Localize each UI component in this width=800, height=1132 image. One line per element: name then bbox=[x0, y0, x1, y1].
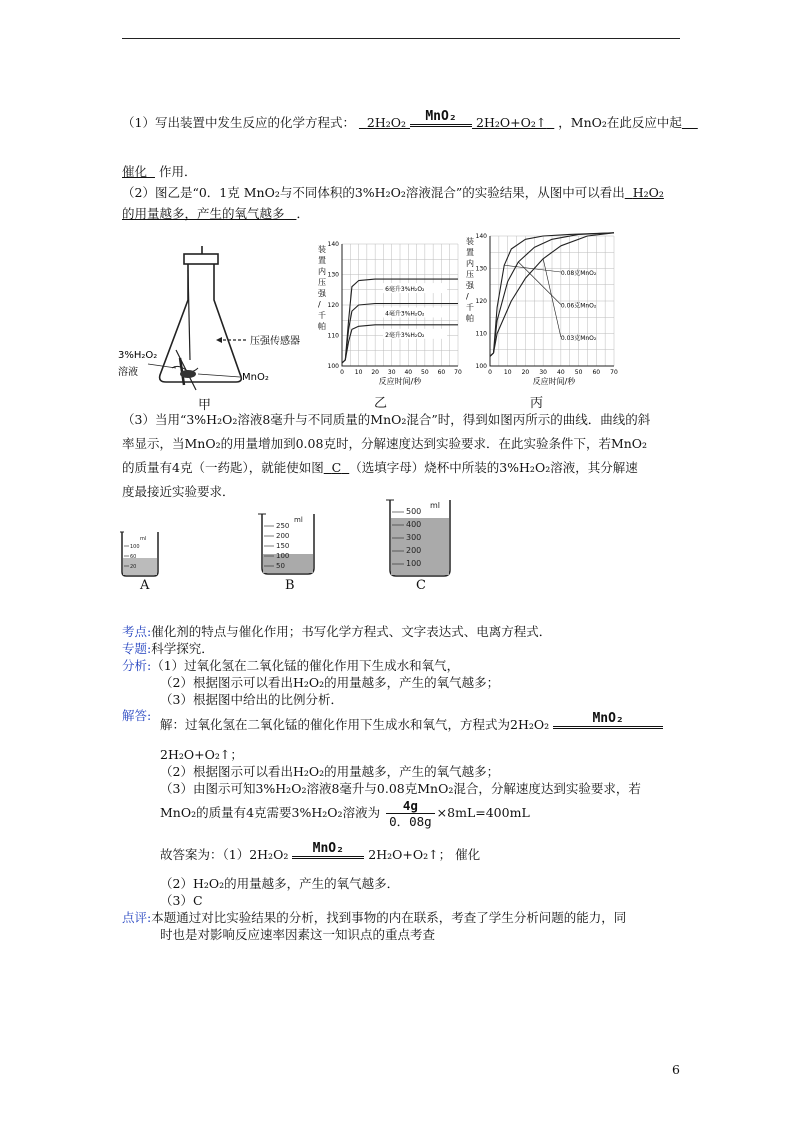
jieda-label: 解答: bbox=[122, 708, 152, 723]
q3-answer: C bbox=[331, 460, 342, 475]
chart-bing-xtick-label: 0 bbox=[488, 369, 492, 376]
label-mno2: MnO₂ bbox=[242, 372, 269, 383]
label-sensor: 压强传感器 bbox=[250, 336, 300, 347]
chart-yi-xtick-label: 50 bbox=[421, 369, 429, 376]
final-text-a: 故答案为：（1）2H₂O₂ bbox=[160, 847, 289, 862]
chart-bing-xtick-label: 50 bbox=[574, 369, 583, 376]
beaker-c bbox=[386, 500, 450, 576]
q3-line3 bbox=[122, 460, 638, 476]
chart-bing-xtick-label: 40 bbox=[557, 369, 565, 376]
chart-bing-ylabel: 装置内压强/千帕 bbox=[466, 237, 474, 323]
jieda-text-1: 解：过氧化氢在二氧化锰的催化作用下生成水和氧气，方程式为2H₂O₂ bbox=[160, 717, 550, 732]
q1-suffix: 作用． bbox=[158, 164, 197, 179]
q1-line bbox=[122, 110, 698, 131]
chart-yi-ylabel: 装置内压强/千帕 bbox=[318, 245, 326, 331]
chart-yi-xtick-label: 40 bbox=[404, 369, 413, 376]
chart-bing-ytick-label: 110 bbox=[475, 330, 487, 338]
chart-bing-xlabel: 反应时间/秒 bbox=[532, 377, 576, 386]
q2-answer-part2: 的用量越多，产生的氧气越多 bbox=[122, 206, 285, 221]
chart-yi-xtick-label: 60 bbox=[437, 369, 446, 376]
chart-yi-xtick-label: 30 bbox=[387, 369, 396, 376]
fenxi-2: （2）根据图示可以看出H₂O₂的用量越多，产生的氧气越多； bbox=[160, 675, 500, 690]
chart-bing-xtick-label: 20 bbox=[521, 369, 530, 376]
kaodian-text: 催化剂的特点与催化作用；书写化学方程式、文字表达式、电离方程式． bbox=[151, 624, 552, 639]
dianping-text-1: 本题通过对比实验结果的分析，找到事物的内在联系，考查了学生分析问题的能力，同 bbox=[151, 910, 627, 925]
zhuanti-text: 科学探究． bbox=[151, 641, 214, 656]
final-line1 bbox=[160, 842, 480, 863]
q1-answer-line bbox=[122, 164, 196, 180]
chart-bing-series-label-2: 0.06克MnO₂ bbox=[560, 302, 597, 310]
q2-line1 bbox=[122, 185, 664, 201]
fenxi-3: （3）根据图中给出的比例分析． bbox=[160, 692, 343, 707]
caption-jia: 甲 bbox=[198, 398, 212, 413]
q1-rhs: 2H₂O+O₂↑ bbox=[476, 115, 547, 130]
q2-answer-part1: H₂O₂ bbox=[632, 185, 664, 200]
zhuanti-label: 专题: bbox=[122, 641, 152, 656]
caption-bing: 丙 bbox=[530, 396, 544, 411]
jieda-line2: （2）根据图示可以看出H₂O₂的用量越多，产生的氧气越多； bbox=[160, 764, 500, 779]
chart-yi-ytick-label: 130 bbox=[327, 271, 339, 279]
chart-yi-ytick-label: 120 bbox=[327, 302, 339, 309]
beaker-a-unit: ml bbox=[140, 536, 147, 542]
dianping-label: 点评: bbox=[122, 910, 152, 925]
dianping-line2: 时也是对影响反应速率因素这一知识点的重点考查 bbox=[160, 927, 436, 942]
chart-bing-ytick-label: 130 bbox=[475, 265, 487, 273]
q1-catalyst: MnO₂ bbox=[425, 109, 457, 124]
beaker-b-mark-150: 150 bbox=[276, 542, 290, 550]
q3-line2: 率显示，当MnO₂的用量增加到0.08克时，分解速度达到实验要求．在此实验条件下，若MnO₂ bbox=[122, 436, 648, 451]
chart-bing-xtick-label: 70 bbox=[610, 369, 618, 376]
page-number: 6 bbox=[672, 1062, 680, 1077]
beaker-c-label: C bbox=[416, 578, 426, 593]
q1-eq-arrow bbox=[410, 110, 472, 131]
chart-yi-xtick-label: 70 bbox=[454, 369, 462, 376]
beaker-a-mark-20: 20 bbox=[130, 564, 137, 570]
chart-yi-series-label-1: 6毫升3%H₂O₂ bbox=[385, 286, 425, 294]
beaker-b-mark-250: 250 bbox=[276, 522, 290, 530]
q1-prefix: （1）写出装置中发生反应的化学方程式： bbox=[122, 115, 355, 130]
chart-yi-xtick-label: 0 bbox=[340, 369, 344, 376]
fenxi-line bbox=[122, 658, 459, 674]
final-line3: （3）C bbox=[160, 893, 203, 908]
zhuanti-line bbox=[122, 641, 214, 657]
header-rule bbox=[122, 38, 680, 39]
jieda-line1 bbox=[160, 712, 663, 733]
final-catalyst: MnO₂ bbox=[312, 841, 344, 856]
chart-bing-ytick-label: 100 bbox=[475, 363, 487, 370]
beaker-c-unit: ml bbox=[430, 501, 441, 510]
jieda-line1b: 2H₂O+O₂↑； bbox=[160, 747, 243, 762]
q2-text: （2）图乙是“0．1克 MnO₂与不同体积的3%H₂O₂溶液混合”的实验结果，从图中可以看出 bbox=[122, 185, 625, 200]
figure-jia-apparatus bbox=[118, 240, 298, 400]
caption-yi: 乙 bbox=[374, 396, 388, 411]
beaker-a-mark-100: 100 bbox=[130, 544, 140, 550]
q2-end: ． bbox=[296, 206, 309, 221]
chart-bing-xtick-label: 30 bbox=[539, 369, 547, 376]
label-solution-1: 3%H₂O₂ bbox=[118, 350, 158, 361]
chart-bing-series-label-3: 0.03克MnO₂ bbox=[560, 335, 597, 342]
beaker-a bbox=[120, 532, 158, 576]
chart-yi-ytick-label: 100 bbox=[327, 363, 339, 370]
dianping-line1 bbox=[122, 910, 626, 926]
final-text-b: 2H₂O+O₂↑； 催化 bbox=[368, 847, 481, 862]
mno2-powder bbox=[180, 370, 196, 378]
kaodian-line bbox=[122, 624, 551, 640]
chart-bing-xtick-label: 60 bbox=[592, 369, 601, 376]
fenxi-label: 分析: bbox=[122, 658, 152, 673]
fraction-numerator: 4g bbox=[386, 798, 435, 814]
beaker-b-mark-100: 100 bbox=[276, 552, 290, 560]
chart-yi-xtick-label: 20 bbox=[371, 369, 379, 376]
chart-yi bbox=[312, 238, 462, 386]
kaodian-label: 考点: bbox=[122, 624, 152, 639]
q1-mid: ，MnO₂在此反应中起 bbox=[558, 115, 682, 130]
beaker-c-mark-200: 200 bbox=[406, 546, 422, 555]
q3-line3a: 的质量有4克（一药匙），就能使如图 bbox=[122, 460, 324, 475]
beaker-a-mark-60: 60 bbox=[130, 554, 137, 560]
beaker-c-mark-400: 400 bbox=[406, 520, 422, 529]
chart-bing bbox=[460, 230, 620, 386]
q1-lhs: 2H₂O₂ bbox=[366, 115, 407, 130]
beaker-b-label: B bbox=[285, 578, 295, 593]
chart-bing-ytick-label: 120 bbox=[475, 298, 487, 305]
label-solution-2: 溶液 bbox=[118, 367, 138, 378]
jieda-line4 bbox=[160, 798, 530, 829]
beaker-c-mark-100: 100 bbox=[406, 559, 422, 568]
jieda-line3: （3）由图示可知3%H₂O₂溶液8毫升与0.08克MnO₂混合，分解速度达到实验要求，若 bbox=[160, 781, 641, 796]
chart-bing-ytick-label: 140 bbox=[475, 233, 487, 240]
chart-bing-xtick-label: 10 bbox=[503, 369, 512, 376]
q3-line4: 度最接近实验要求． bbox=[122, 484, 235, 499]
final-line2: （2）H₂O₂的用量越多，产生的氧气越多． bbox=[160, 876, 400, 891]
chart-yi-xtick-label: 10 bbox=[354, 369, 363, 376]
beaker-c-mark-300: 300 bbox=[406, 533, 422, 542]
q3-line3b: （选填字母）烧杯中所装的3%H₂O₂溶液，其分解速 bbox=[349, 460, 638, 475]
final-eq-arrow bbox=[292, 842, 364, 863]
jieda-text-3b: MnO₂的质量有4克需要3%H₂O₂溶液为 bbox=[160, 805, 381, 820]
chart-yi-xlabel: 反应时间/秒 bbox=[378, 377, 422, 386]
chart-bing-series-label-1: 0.08克MnO₂ bbox=[560, 270, 597, 277]
q1-equation bbox=[359, 109, 554, 130]
fenxi-1: （1）过氧化氢在二氧化锰的催化作用下生成水和氧气， bbox=[151, 658, 460, 673]
beaker-b-mark-200: 200 bbox=[276, 532, 290, 540]
beaker-b bbox=[258, 514, 314, 574]
jieda-catalyst: MnO₂ bbox=[592, 711, 624, 726]
beaker-b-unit: ml bbox=[294, 516, 303, 524]
beaker-c-mark-500: 500 bbox=[406, 507, 422, 516]
jieda-text-3c: ×8mL=400mL bbox=[436, 805, 530, 820]
q3-line1: （3）当用“3%H₂O₂溶液8毫升与不同质量的MnO₂混合”时，得到如图丙所示的曲线．曲线的斜 bbox=[122, 412, 651, 427]
jieda-fraction bbox=[386, 798, 435, 829]
beaker-b-mark-50: 50 bbox=[276, 562, 285, 570]
chart-yi-series-label-2: 4毫升3%H₂O₂ bbox=[385, 310, 425, 318]
chart-yi-series-label-3: 2毫升3%H₂O₂ bbox=[385, 331, 425, 339]
jieda-eq-arrow bbox=[553, 712, 663, 733]
beaker-a-label: A bbox=[140, 578, 150, 593]
chart-yi-ytick-label: 140 bbox=[327, 241, 339, 248]
fraction-denominator: 0．08g bbox=[389, 814, 432, 829]
chart-yi-ytick-label: 110 bbox=[327, 332, 339, 340]
q1-answer: 催化 bbox=[122, 164, 148, 179]
q2-line2 bbox=[122, 206, 309, 222]
